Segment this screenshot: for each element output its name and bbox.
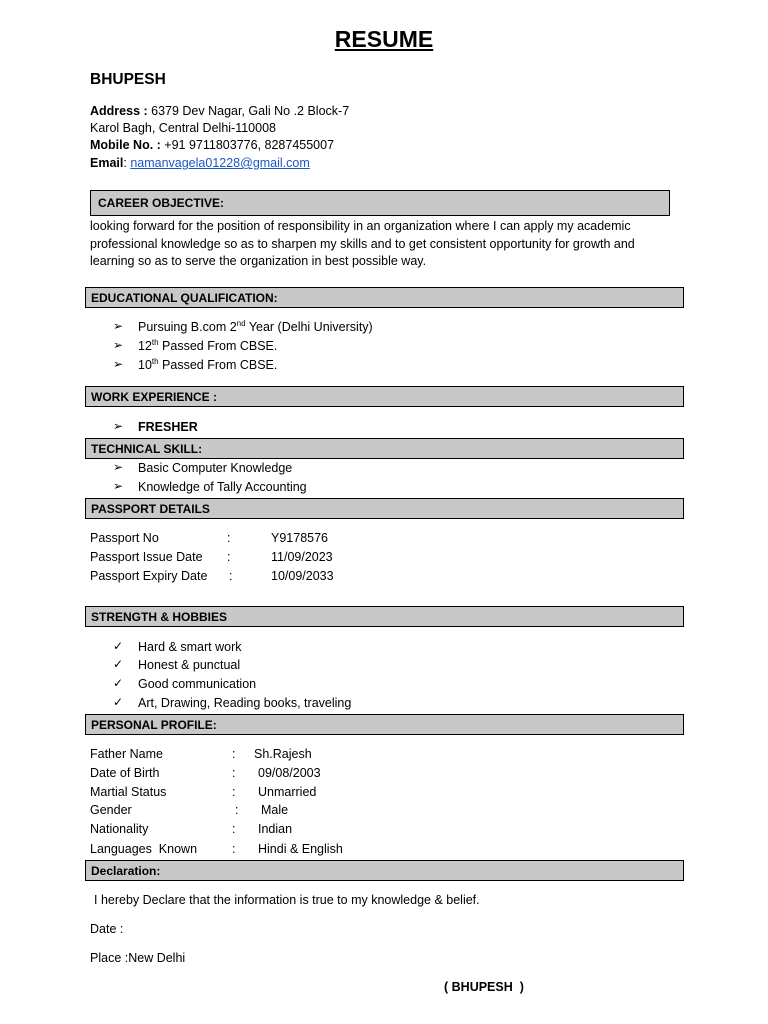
skill-item: Basic Computer Knowledge bbox=[138, 461, 293, 475]
education-item-rest: Year (Delhi University) bbox=[245, 320, 373, 334]
place-label: Place :New Delhi bbox=[90, 951, 186, 965]
work-experience-heading: WORK EXPERIENCE : bbox=[85, 386, 684, 407]
checkmark-bullet-icon: ✓ bbox=[113, 695, 124, 709]
passport-heading: PASSPORT DETAILS bbox=[85, 498, 684, 519]
passport-value: 11/09/2023 bbox=[271, 550, 333, 564]
education-item-text: 12 bbox=[138, 339, 152, 353]
profile-value: Sh.Rajesh bbox=[254, 747, 312, 761]
profile-label: Date of Birth bbox=[90, 766, 160, 780]
education-item bbox=[138, 339, 277, 353]
mobile-label: Mobile No. : bbox=[90, 138, 161, 152]
passport-label: Passport Issue Date bbox=[90, 550, 203, 564]
skill-item: Knowledge of Tally Accounting bbox=[138, 480, 307, 494]
arrow-bullet-icon: ➢ bbox=[113, 338, 124, 352]
passport-separator: : bbox=[227, 550, 231, 564]
education-item bbox=[138, 320, 373, 334]
declaration-heading: Declaration: bbox=[85, 860, 684, 881]
education-item-suffix: nd bbox=[236, 319, 246, 328]
education-item bbox=[138, 358, 277, 372]
profile-label: Nationality bbox=[90, 822, 149, 836]
education-item-text: Pursuing B.com 2 bbox=[138, 320, 237, 334]
technical-skill-heading: TECHNICAL SKILL: bbox=[85, 438, 684, 459]
resume-title: RESUME bbox=[334, 26, 434, 52]
passport-separator: : bbox=[229, 569, 233, 583]
date-label: Date : bbox=[90, 922, 124, 936]
checkmark-bullet-icon: ✓ bbox=[113, 676, 124, 690]
profile-label: Martial Status bbox=[90, 785, 167, 799]
profile-value: Indian bbox=[258, 822, 293, 836]
passport-separator: : bbox=[227, 531, 231, 545]
candidate-name: BHUPESH bbox=[90, 71, 166, 88]
mobile-value: +91 9711803776, 8287455007 bbox=[160, 138, 335, 152]
checkmark-bullet-icon: ✓ bbox=[113, 639, 124, 653]
work-item: FRESHER bbox=[138, 420, 198, 434]
personal-profile-heading: PERSONAL PROFILE: bbox=[85, 714, 684, 735]
address-line-1 bbox=[90, 104, 349, 118]
profile-value: Unmarried bbox=[258, 785, 317, 799]
declaration-text: I hereby Declare that the information is true to my knowledge & belief. bbox=[94, 893, 480, 907]
email-link[interactable]: namanvagela01228@gmail.com bbox=[130, 156, 310, 170]
arrow-bullet-icon: ➢ bbox=[113, 319, 124, 333]
strength-item: Art, Drawing, Reading books, traveling bbox=[138, 696, 352, 710]
profile-separator: : bbox=[232, 822, 236, 836]
education-item-rest: Passed From CBSE. bbox=[158, 339, 278, 353]
strength-item: Honest & punctual bbox=[138, 658, 241, 672]
education-item-suffix: th bbox=[151, 357, 159, 366]
strength-item: Hard & smart work bbox=[138, 640, 242, 654]
passport-label: Passport No bbox=[90, 531, 159, 545]
career-objective-heading: CAREER OBJECTIVE: bbox=[90, 190, 670, 216]
profile-value: 09/08/2003 bbox=[258, 766, 321, 780]
email-line bbox=[90, 156, 310, 170]
email-separator: : bbox=[123, 156, 131, 170]
career-objective-text: looking forward for the position of responsibility in an organization where I can apply my academic professional knowledge so as to sharpen my skills and to get consistent opportunity for growth and learning so as to serve the organization in best possible way. bbox=[90, 219, 635, 268]
profile-label: Father Name bbox=[90, 747, 163, 761]
passport-value: 10/09/2033 bbox=[271, 569, 334, 583]
arrow-bullet-icon: ➢ bbox=[113, 479, 124, 493]
email-label: Email bbox=[90, 156, 124, 170]
education-heading: EDUCATIONAL QUALIFICATION: bbox=[85, 287, 684, 308]
mobile-line bbox=[90, 138, 334, 152]
education-item-text: 10 bbox=[138, 358, 152, 372]
address-value: 6379 Dev Nagar, Gali No .2 Block-7 bbox=[147, 104, 350, 118]
profile-separator: : bbox=[232, 766, 236, 780]
checkmark-bullet-icon: ✓ bbox=[113, 657, 124, 671]
profile-separator: : bbox=[232, 747, 236, 761]
arrow-bullet-icon: ➢ bbox=[113, 357, 124, 371]
passport-label: Passport Expiry Date bbox=[90, 569, 208, 583]
address-line-2: Karol Bagh, Central Delhi-110008 bbox=[90, 121, 276, 135]
profile-separator: : bbox=[232, 785, 236, 799]
arrow-bullet-icon: ➢ bbox=[113, 419, 124, 433]
strength-hobbies-heading: STRENGTH & HOBBIES bbox=[85, 606, 684, 627]
profile-label: Gender bbox=[90, 803, 132, 817]
profile-separator: : bbox=[232, 842, 236, 856]
profile-label: Languages Known bbox=[90, 842, 198, 856]
passport-value: Y9178576 bbox=[271, 531, 329, 545]
strength-item: Good communication bbox=[138, 677, 257, 691]
address-label: Address : bbox=[90, 104, 148, 118]
profile-value: Hindi & English bbox=[258, 842, 343, 856]
profile-value: Male bbox=[261, 803, 289, 817]
profile-separator: : bbox=[235, 803, 239, 817]
education-item-rest: Passed From CBSE. bbox=[158, 358, 278, 372]
arrow-bullet-icon: ➢ bbox=[113, 460, 124, 474]
education-item-suffix: th bbox=[151, 338, 159, 347]
signature: ( BHUPESH ) bbox=[444, 980, 524, 994]
